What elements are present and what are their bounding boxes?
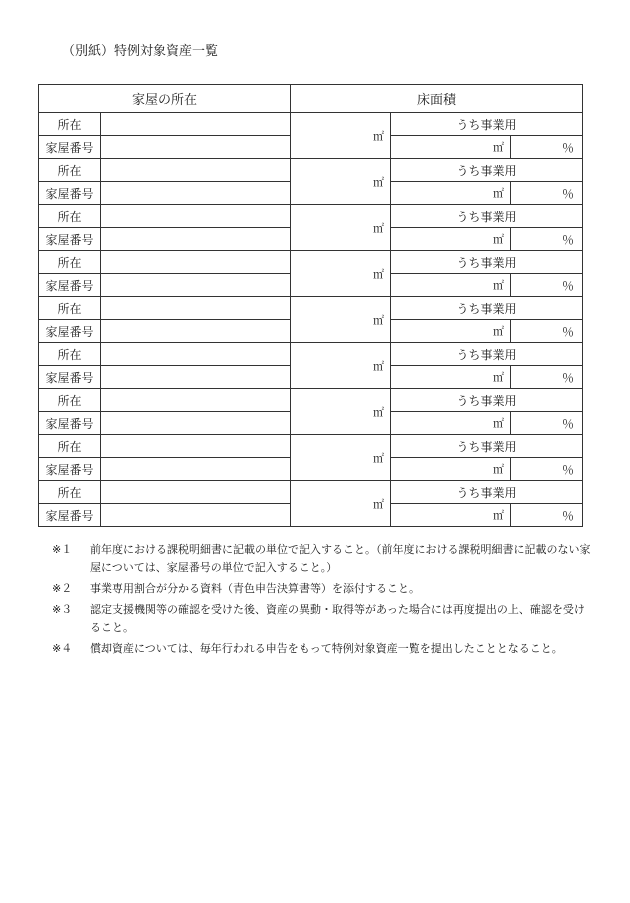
location-label: 所在 bbox=[39, 481, 101, 504]
square-meter-unit: ㎡ bbox=[373, 267, 385, 281]
note-text: 認定支援機関等の確認を受けた後、資産の異動・取得等があった場合には再度提出の上、確認を受けること。 bbox=[90, 603, 585, 634]
location-label: 所在 bbox=[39, 205, 101, 228]
square-meter-unit: ㎡ bbox=[373, 221, 385, 235]
percent-unit: ％ bbox=[562, 416, 575, 431]
header-location: 家屋の所在 bbox=[39, 85, 291, 113]
square-meter-unit: ㎡ bbox=[493, 187, 505, 200]
business-percent-cell[interactable] bbox=[511, 228, 583, 251]
house-number-label: 家屋番号 bbox=[39, 504, 101, 527]
location-label: 所在 bbox=[39, 389, 101, 412]
floor-area-cell[interactable] bbox=[291, 159, 391, 205]
business-percent-cell[interactable] bbox=[511, 274, 583, 297]
square-meter-unit: ㎡ bbox=[373, 175, 385, 189]
table-row bbox=[39, 251, 583, 274]
percent-unit: ％ bbox=[562, 324, 575, 339]
note-mark: ※２ bbox=[52, 582, 73, 595]
business-area-cell[interactable] bbox=[391, 274, 511, 297]
square-meter-unit: ㎡ bbox=[493, 417, 505, 430]
location-value[interactable] bbox=[101, 205, 291, 228]
square-meter-unit: ㎡ bbox=[493, 141, 505, 154]
location-label: 所在 bbox=[39, 113, 101, 136]
floor-area-cell[interactable] bbox=[291, 113, 391, 159]
business-use-label: うち事業用 bbox=[391, 389, 583, 412]
location-value[interactable] bbox=[101, 343, 291, 366]
percent-unit: ％ bbox=[562, 462, 575, 477]
house-number-label: 家屋番号 bbox=[39, 366, 101, 389]
house-number-value[interactable] bbox=[101, 228, 291, 251]
square-meter-unit: ㎡ bbox=[493, 509, 505, 522]
business-area-cell[interactable] bbox=[391, 182, 511, 205]
note-3 bbox=[52, 601, 592, 637]
square-meter-unit: ㎡ bbox=[493, 463, 505, 476]
business-percent-cell[interactable] bbox=[511, 366, 583, 389]
square-meter-unit: ㎡ bbox=[493, 371, 505, 384]
floor-area-cell[interactable] bbox=[291, 297, 391, 343]
business-percent-cell[interactable] bbox=[511, 458, 583, 481]
location-label: 所在 bbox=[39, 297, 101, 320]
business-use-label: うち事業用 bbox=[391, 343, 583, 366]
percent-unit: ％ bbox=[562, 232, 575, 247]
location-label: 所在 bbox=[39, 251, 101, 274]
business-use-label: うち事業用 bbox=[391, 205, 583, 228]
business-area-cell[interactable] bbox=[391, 412, 511, 435]
business-area-cell[interactable] bbox=[391, 320, 511, 343]
percent-unit: ％ bbox=[562, 140, 575, 155]
table-row bbox=[39, 159, 583, 182]
table-body bbox=[39, 113, 583, 527]
business-area-cell[interactable] bbox=[391, 228, 511, 251]
location-value[interactable] bbox=[101, 251, 291, 274]
note-text: 償却資産については、毎年行われる申告をもって特例対象資産一覧を提出したこととなること。 bbox=[90, 642, 563, 655]
asset-table bbox=[38, 84, 583, 527]
business-area-cell[interactable] bbox=[391, 458, 511, 481]
business-use-label: うち事業用 bbox=[391, 251, 583, 274]
percent-unit: ％ bbox=[562, 370, 575, 385]
header-floor-area: 床面積 bbox=[291, 85, 583, 113]
location-label: 所在 bbox=[39, 435, 101, 458]
table-row bbox=[39, 343, 583, 366]
business-use-label: うち事業用 bbox=[391, 297, 583, 320]
table-row bbox=[39, 297, 583, 320]
house-number-label: 家屋番号 bbox=[39, 136, 101, 159]
house-number-label: 家屋番号 bbox=[39, 182, 101, 205]
location-value[interactable] bbox=[101, 435, 291, 458]
square-meter-unit: ㎡ bbox=[493, 279, 505, 292]
note-text: 事業専用割合が分かる資料（青色申告決算書等）を添付すること。 bbox=[90, 582, 420, 595]
location-value[interactable] bbox=[101, 297, 291, 320]
house-number-value[interactable] bbox=[101, 458, 291, 481]
floor-area-cell[interactable] bbox=[291, 343, 391, 389]
floor-area-cell[interactable] bbox=[291, 481, 391, 527]
square-meter-unit: ㎡ bbox=[373, 451, 385, 465]
square-meter-unit: ㎡ bbox=[373, 405, 385, 419]
location-value[interactable] bbox=[101, 159, 291, 182]
business-percent-cell[interactable] bbox=[511, 320, 583, 343]
note-text: 前年度における課税明細書に記載の単位で記入すること。（前年度における課税明細書に記載のない家屋については、家屋番号の単位で記入すること。） bbox=[90, 543, 591, 574]
business-use-label: うち事業用 bbox=[391, 481, 583, 504]
business-use-label: うち事業用 bbox=[391, 113, 583, 136]
note-mark: ※４ bbox=[52, 642, 73, 655]
business-area-cell[interactable] bbox=[391, 366, 511, 389]
business-use-label: うち事業用 bbox=[391, 435, 583, 458]
table-row bbox=[39, 435, 583, 458]
note-2 bbox=[52, 580, 592, 598]
house-number-label: 家屋番号 bbox=[39, 228, 101, 251]
location-value[interactable] bbox=[101, 481, 291, 504]
note-mark: ※１ bbox=[52, 543, 73, 556]
square-meter-unit: ㎡ bbox=[373, 129, 385, 143]
table-header-row bbox=[39, 85, 583, 113]
business-area-cell[interactable] bbox=[391, 504, 511, 527]
floor-area-cell[interactable] bbox=[291, 389, 391, 435]
location-label: 所在 bbox=[39, 343, 101, 366]
note-4 bbox=[52, 640, 592, 658]
square-meter-unit: ㎡ bbox=[373, 359, 385, 373]
note-1 bbox=[52, 541, 592, 577]
floor-area-cell[interactable] bbox=[291, 251, 391, 297]
square-meter-unit: ㎡ bbox=[493, 325, 505, 338]
page-title: （別紙）特例対象資産一覧 bbox=[62, 44, 219, 59]
house-number-value[interactable] bbox=[101, 320, 291, 343]
table-row bbox=[39, 113, 583, 136]
house-number-value[interactable] bbox=[101, 366, 291, 389]
location-value[interactable] bbox=[101, 113, 291, 136]
house-number-label: 家屋番号 bbox=[39, 274, 101, 297]
business-percent-cell[interactable] bbox=[511, 412, 583, 435]
house-number-value[interactable] bbox=[101, 412, 291, 435]
business-percent-cell[interactable] bbox=[511, 182, 583, 205]
percent-unit: ％ bbox=[562, 186, 575, 201]
house-number-value[interactable] bbox=[101, 504, 291, 527]
location-label: 所在 bbox=[39, 159, 101, 182]
house-number-value[interactable] bbox=[101, 136, 291, 159]
business-percent-cell[interactable] bbox=[511, 504, 583, 527]
notes bbox=[52, 541, 592, 661]
business-percent-cell[interactable] bbox=[511, 136, 583, 159]
square-meter-unit: ㎡ bbox=[373, 313, 385, 327]
square-meter-unit: ㎡ bbox=[373, 497, 385, 511]
house-number-label: 家屋番号 bbox=[39, 458, 101, 481]
house-number-value[interactable] bbox=[101, 182, 291, 205]
business-use-label: うち事業用 bbox=[391, 159, 583, 182]
percent-unit: ％ bbox=[562, 278, 575, 293]
business-area-cell[interactable] bbox=[391, 136, 511, 159]
house-number-label: 家屋番号 bbox=[39, 320, 101, 343]
house-number-value[interactable] bbox=[101, 274, 291, 297]
house-number-label: 家屋番号 bbox=[39, 412, 101, 435]
table-row bbox=[39, 389, 583, 412]
square-meter-unit: ㎡ bbox=[493, 233, 505, 246]
table-row bbox=[39, 205, 583, 228]
floor-area-cell[interactable] bbox=[291, 435, 391, 481]
floor-area-cell[interactable] bbox=[291, 205, 391, 251]
location-value[interactable] bbox=[101, 389, 291, 412]
note-mark: ※３ bbox=[52, 603, 73, 616]
percent-unit: ％ bbox=[562, 508, 575, 523]
table-row bbox=[39, 481, 583, 504]
